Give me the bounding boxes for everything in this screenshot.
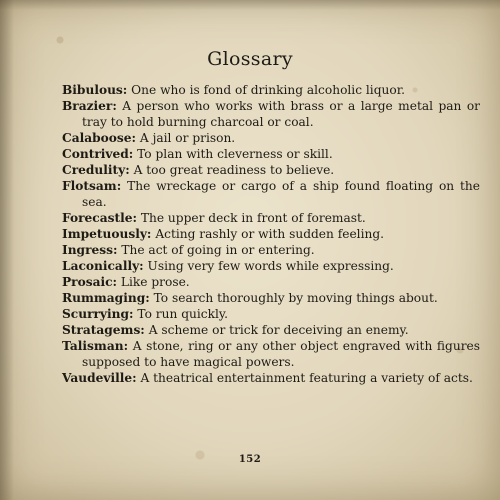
glossary-term: Ingress: bbox=[62, 243, 118, 257]
glossary-definition: To search thoroughly by moving things about. bbox=[153, 291, 438, 305]
glossary-entry bbox=[62, 322, 480, 338]
glossary-entry bbox=[62, 338, 480, 370]
glossary-entry bbox=[62, 162, 480, 178]
glossary-term: Brazier: bbox=[62, 99, 117, 113]
glossary-entry bbox=[62, 306, 480, 322]
glossary-definition: A too great readiness to believe. bbox=[133, 163, 335, 177]
glossary-definition: The upper deck in front of foremast. bbox=[140, 211, 366, 225]
glossary-definition: To plan with cleverness or skill. bbox=[137, 147, 333, 161]
glossary-entry bbox=[62, 274, 480, 290]
glossary-definition: Using very few words while expressing. bbox=[147, 259, 394, 273]
page-edge-shadow bbox=[0, 0, 14, 500]
glossary-definition: The wreckage or cargo of a ship found floating on the sea. bbox=[82, 179, 480, 209]
glossary-definition: The act of going in or entering. bbox=[121, 243, 315, 257]
glossary-entry bbox=[62, 242, 480, 258]
glossary-definition: Like prose. bbox=[120, 275, 190, 289]
glossary-term: Laconically: bbox=[62, 259, 144, 273]
glossary-term: Stratagems: bbox=[62, 323, 145, 337]
glossary-definition: A jail or prison. bbox=[139, 131, 236, 145]
page-top-shadow bbox=[0, 0, 500, 10]
glossary-term: Bibulous: bbox=[62, 83, 128, 97]
glossary-definition: A theatrical entertainment featuring a variety of acts. bbox=[140, 371, 473, 385]
glossary-entry bbox=[62, 98, 480, 130]
glossary-term: Scurrying: bbox=[62, 307, 134, 321]
glossary-entry bbox=[62, 226, 480, 242]
glossary-list bbox=[62, 82, 480, 386]
glossary-entry bbox=[62, 178, 480, 210]
glossary-entry bbox=[62, 290, 480, 306]
glossary-entry bbox=[62, 130, 480, 146]
glossary-term: Calaboose: bbox=[62, 131, 137, 145]
glossary-definition: A stone, ring or any other object engraved with figures supposed to have magical powers. bbox=[82, 339, 480, 369]
glossary-entry bbox=[62, 82, 480, 98]
glossary-definition: A scheme or trick for deceiving an enemy. bbox=[148, 323, 409, 337]
page-number: 152 bbox=[238, 454, 262, 465]
glossary-definition: To run quickly. bbox=[137, 307, 228, 321]
glossary-entry bbox=[62, 370, 480, 386]
glossary-term: Impetuously: bbox=[62, 227, 152, 241]
glossary-term: Forecastle: bbox=[62, 211, 137, 225]
glossary-term: Credulity: bbox=[62, 163, 130, 177]
glossary-definition: A person who works with brass or a large metal pan or tray to hold burning charcoal or coal. bbox=[82, 99, 480, 129]
glossary-term: Rummaging: bbox=[62, 291, 150, 305]
glossary-title: Glossary bbox=[207, 48, 293, 70]
glossary-entry bbox=[62, 210, 480, 226]
glossary-entry bbox=[62, 258, 480, 274]
glossary-definition: One who is fond of drinking alcoholic liquor. bbox=[131, 83, 406, 97]
glossary-term: Vaudeville: bbox=[62, 371, 137, 385]
glossary-term: Contrived: bbox=[62, 147, 134, 161]
glossary-term: Prosaic: bbox=[62, 275, 118, 289]
glossary-definition: Acting rashly or with sudden feeling. bbox=[155, 227, 385, 241]
glossary-term: Talisman: bbox=[62, 339, 129, 353]
glossary-term: Flotsam: bbox=[62, 179, 122, 193]
glossary-entry bbox=[62, 146, 480, 162]
